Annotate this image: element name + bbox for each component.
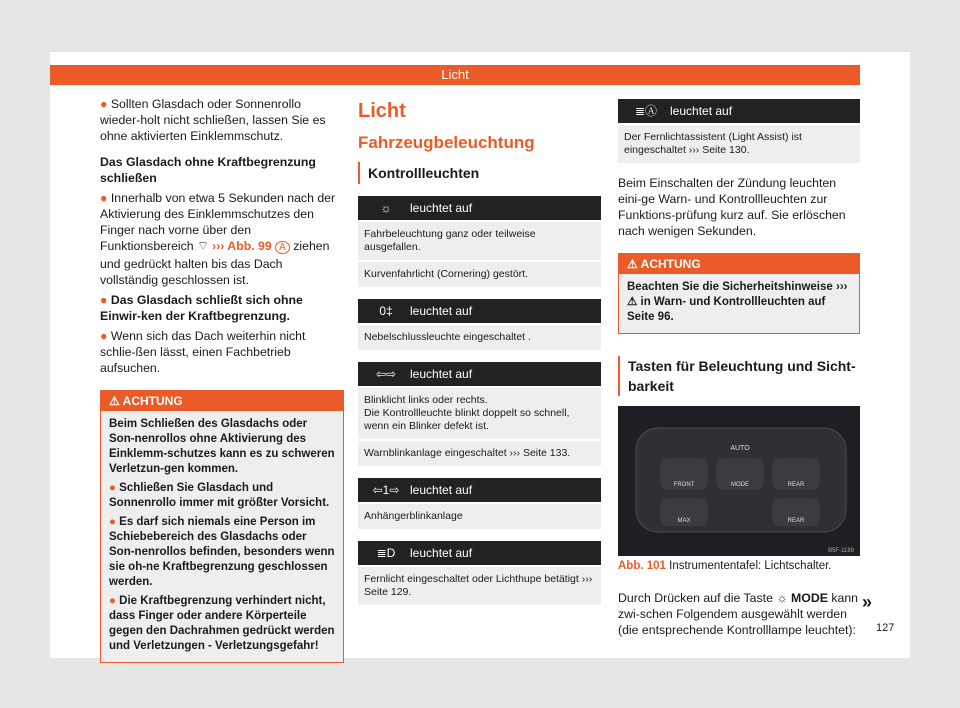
continue-arrow: » <box>862 592 873 612</box>
lamp-block-turn <box>358 362 601 466</box>
warning-icon: ⚠ <box>109 394 120 408</box>
lamp-row: Anhängerblinkanlage <box>358 504 601 529</box>
section-title: Fahrzeugbeleuchtung <box>358 133 535 152</box>
button-label-mode: MODE <box>731 482 749 488</box>
figure-reference-link[interactable]: ››› Abb. 99 <box>212 239 272 253</box>
high-beam-icon: ≣D <box>376 546 396 560</box>
subsection-title: Kontrollleuchten <box>358 162 601 184</box>
caption-text: Instrumententafel: Lichtschalter. <box>669 560 832 572</box>
paragraph: Beim Einschalten der Zündung leuchten eini-ge Warn- und Kontrollleuchten zur Funktions-prüfung kurz auf. Sie erlöschen nach wenigen Sekunden. <box>618 176 846 238</box>
button-label-front: FRONT <box>673 482 695 488</box>
sun-icon: ☼ <box>380 201 392 215</box>
list-item: ● Sollten Glasdach oder Sonnenrollo wieder-holt nicht schließen, lassen Sie es ohne aktivierten Einklemmschutz. <box>100 97 326 143</box>
bullet-text: Sollten Glasdach oder Sonnenrollo wieder-holt nicht schließen, lassen Sie es ohne aktivierten Einklemmschutz. <box>100 97 326 143</box>
lamp-header <box>358 541 601 565</box>
list-item: ● Das Glasdach schließt sich ohne Einwir-ken der Kraftbegrenzung. <box>100 293 303 323</box>
lamp-header <box>358 299 601 323</box>
paragraph <box>618 590 860 638</box>
lamp-row: Der Fernlichtassistent (Light Assist) ist eingeschaltet ››› Seite 130. <box>618 125 860 163</box>
lamp-block-lighting <box>358 196 601 287</box>
switch-panel-figure <box>618 406 860 556</box>
warning-box <box>100 390 344 663</box>
lamp-header <box>358 196 601 220</box>
bullet-text: ziehen und gedrückt halten bis das Dach vollständig geschlossen ist. <box>100 239 330 287</box>
lamp-row: Fernlicht eingeschaltet oder Lichthupe betätigt ››› Seite 129. <box>358 567 601 605</box>
figure-number: Abb. 101 <box>618 560 666 572</box>
lamp-label: leuchtet auf <box>410 304 473 318</box>
list-item: ● Es darf sich niemals eine Person im Schiebebereich des Glasdachs oder Son-nenrollos befinden, besonders wenn sie oh-ne Kraftbegrenzung geschlossen werden. <box>109 516 335 588</box>
lamp-label: leuchtet auf <box>410 483 473 497</box>
subsection-title: Tasten für Beleuchtung und Sicht-barkeit <box>618 356 860 396</box>
switch-panel-illustration <box>618 406 860 556</box>
warning-box <box>618 253 860 334</box>
warning-icon: ⚠ <box>627 257 638 271</box>
page-header: Licht <box>50 65 860 85</box>
lamp-block-fog <box>358 299 601 350</box>
turn-signal-icon: ⇦⇨ <box>375 367 397 381</box>
lamp-label: leuchtet auf <box>410 201 473 215</box>
lamp-label: leuchtet auf <box>410 367 473 381</box>
lamp-row: Blinklicht links oder rechts. Die Kontrollleuchte blinkt doppelt so schnell, wenn ein Blinker defekt ist. <box>358 388 601 439</box>
lamp-block-light-assist <box>618 99 860 163</box>
warning-body <box>101 411 343 662</box>
warning-title: ACHTUNG <box>640 257 701 271</box>
bullet-text: Wenn sich das Dach weiterhin nicht schlie-ßen lässt, einen Fachbetrieb aufsuchen. <box>100 329 306 375</box>
lamp-label: leuchtet auf <box>670 104 733 118</box>
warning-header <box>619 254 859 274</box>
list-item: ● Innerhalb von etwa 5 Sekunden nach der Aktivierung des Einklemmschutzes den Finger nach vorne über den Funktionsbereich ⌔ ››› Abb. 99 A ziehen und gedrückt halten bis das Dach vollständig geschlossen ist. <box>100 191 336 287</box>
button-label-rear: REAR <box>787 482 805 488</box>
column-left <box>100 96 344 663</box>
button-label-auto: AUTO <box>730 445 750 452</box>
bullet-text: Innerhalb von etwa 5 Sekunden nach der Aktivierung des Einklemmschutzes den Finger nach vorne über den Funktionsbereich <box>100 191 336 253</box>
bullet-text: Es darf sich niemals eine Person im Schiebebereich des Glasdachs oder Son-nenrollos befinden, besonders wenn sie oh-ne Kraftbegrenzung geschlossen werden. <box>109 516 335 588</box>
button-label-max: MAX <box>677 518 691 524</box>
list-item: ● Die Kraftbegrenzung verhindert nicht, dass Finger oder andere Körperteile gegen den Dachrahmen gedrückt werden und Verletzungen - Verletzungsgefahr! <box>109 595 335 652</box>
list-item: ● Schließen Sie Glasdach und Sonnenrollo immer mit größter Vorsicht. <box>109 482 330 509</box>
lamp-header <box>618 99 860 123</box>
subheading: Das Glasdach ohne Kraftbegrenzung schließen <box>100 155 316 185</box>
button-label-rear-defrost: REAR <box>787 518 805 524</box>
list-item: ● Wenn sich das Dach weiterhin nicht schlie-ßen lässt, einen Fachbetrieb aufsuchen. <box>100 329 306 375</box>
paragraph-text: kann zwi-schen Folgendem ausgewählt werden (die entsprechende Kontrolllampe leuchtet): <box>618 591 859 637</box>
paragraph-text: Durch Drücken auf die Taste <box>618 591 773 605</box>
bullet-text: Das Glasdach schließt sich ohne Einwir-ken der Kraftbegrenzung. <box>100 293 303 323</box>
figure-code: B5F-1189 <box>828 548 854 554</box>
mode-button-ref: ☼ MODE <box>776 591 828 605</box>
lamp-row: Nebelschlussleuchte eingeschaltet . <box>358 325 601 350</box>
warning-header <box>101 391 343 411</box>
warning-text: Beim Schließen des Glasdachs oder Son-nenrollos ohne Aktivierung des Einklemm-schutzes kann es zu schweren Verletzun-gen kommen. <box>109 418 335 475</box>
figure-caption <box>618 560 860 572</box>
column-middle <box>358 98 601 605</box>
lamp-block-trailer <box>358 478 601 529</box>
rear-fog-icon: 0‡ <box>379 304 393 318</box>
lamp-block-high-beam <box>358 541 601 605</box>
lamp-row: Kurvenfahrlicht (Cornering) gestört. <box>358 262 601 287</box>
bullet-text: Schließen Sie Glasdach und Sonnenrollo immer mit größter Vorsicht. <box>109 482 330 509</box>
bullet-text: Die Kraftbegrenzung verhindert nicht, dass Finger oder andere Körperteile gegen den Dachrahmen gedrückt werden und Verletzungen - Verletzungsgefahr! <box>109 595 335 652</box>
roof-icon: ⌔ <box>197 239 209 253</box>
trailer-turn-icon: ⇦1⇨ <box>372 483 400 497</box>
page-title: Licht <box>358 100 406 122</box>
callout-letter: A <box>275 241 290 254</box>
warning-title: ACHTUNG <box>122 394 183 408</box>
lamp-row: Warnblinkanlage eingeschaltet ››› Seite 133. <box>358 441 601 466</box>
light-assist-icon: ≣Ⓐ <box>634 104 658 118</box>
lamp-header <box>358 478 601 502</box>
warning-body: Beachten Sie die Sicherheitshinweise ››› ⚠ in Warn- und Kontrollleuchten auf Seite 96. <box>619 274 859 333</box>
page-number: 127 <box>876 622 895 634</box>
lamp-header <box>358 362 601 386</box>
column-right <box>618 99 860 638</box>
lamp-row: Fahrbeleuchtung ganz oder teilweise ausgefallen. <box>358 222 601 260</box>
lamp-label: leuchtet auf <box>410 546 473 560</box>
